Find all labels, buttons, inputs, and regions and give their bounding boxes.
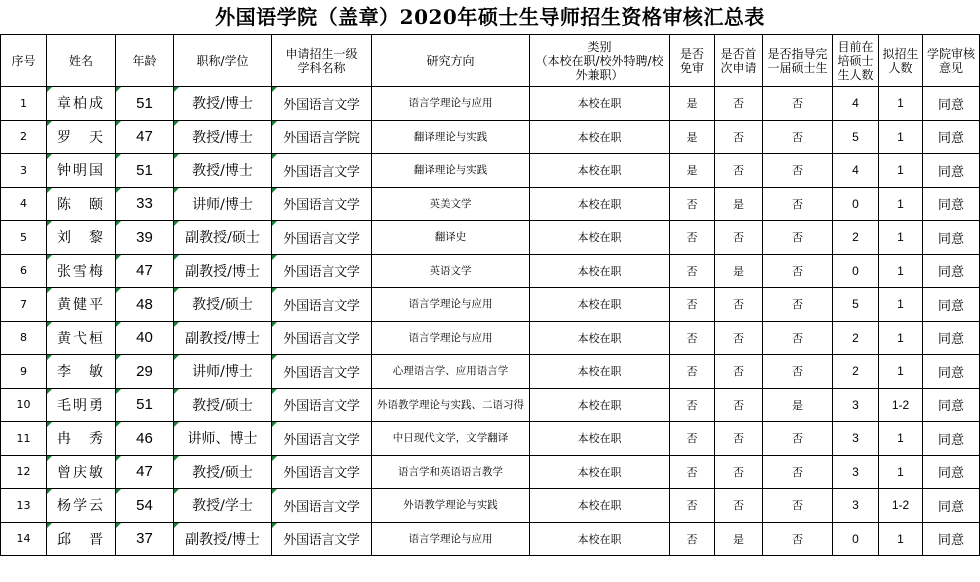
- cell-name: 陈 颐: [47, 187, 116, 221]
- cell-research-direction: 英语文学: [372, 254, 530, 288]
- cell-guided-cohort: 否: [763, 254, 833, 288]
- cell-opinion: 同意: [923, 455, 980, 489]
- cell-opinion: 同意: [923, 422, 980, 456]
- cell-research-direction: 语言学理论与应用: [372, 321, 530, 355]
- cell-current-students: 2: [833, 355, 879, 389]
- column-header: 年龄: [116, 35, 174, 87]
- table-row: [1, 187, 980, 221]
- cell-age: 37: [116, 522, 174, 556]
- column-header: 目前在 培硕士 生人数: [833, 35, 879, 87]
- cell-exempt: 否: [670, 321, 715, 355]
- table-row: [1, 154, 980, 188]
- cell-current-students: 3: [833, 422, 879, 456]
- cell-category: 本校在职: [530, 422, 670, 456]
- cell-subject: 外国语言文学: [272, 522, 372, 556]
- cell-exempt: 否: [670, 455, 715, 489]
- cell-research-direction: 语言学和英语语言教学: [372, 455, 530, 489]
- cell-guided-cohort: 否: [763, 522, 833, 556]
- cell-title-degree: 教授/博士: [174, 87, 272, 121]
- cell-subject: 外国语言文学: [272, 288, 372, 322]
- cell-exempt: 否: [670, 254, 715, 288]
- cell-planned-students: 1: [879, 154, 923, 188]
- cell-title-degree: 讲师/博士: [174, 355, 272, 389]
- cell-guided-cohort: 否: [763, 489, 833, 523]
- cell-subject: 外国语言文学: [272, 187, 372, 221]
- column-header: 职称/学位: [174, 35, 272, 87]
- cell-opinion: 同意: [923, 288, 980, 322]
- cell-guided-cohort: 否: [763, 321, 833, 355]
- table-row: [1, 321, 980, 355]
- cell-exempt: 否: [670, 388, 715, 422]
- cell-exempt: 否: [670, 187, 715, 221]
- cell-current-students: 3: [833, 388, 879, 422]
- cell-category: 本校在职: [530, 355, 670, 389]
- cell-guided-cohort: 否: [763, 187, 833, 221]
- cell-name: 黄健平: [47, 288, 116, 322]
- table-row: [1, 254, 980, 288]
- cell-first-application: 是: [715, 522, 763, 556]
- cell-name: 钟明国: [47, 154, 116, 188]
- cell-index: 13: [1, 489, 47, 523]
- cell-first-application: 否: [715, 489, 763, 523]
- cell-index: 7: [1, 288, 47, 322]
- cell-guided-cohort: 否: [763, 422, 833, 456]
- cell-guided-cohort: 否: [763, 455, 833, 489]
- table-body: [1, 87, 980, 556]
- cell-category: 本校在职: [530, 154, 670, 188]
- cell-title-degree: 教授/硕士: [174, 455, 272, 489]
- cell-age: 33: [116, 187, 174, 221]
- cell-index: 6: [1, 254, 47, 288]
- cell-category: 本校在职: [530, 254, 670, 288]
- cell-planned-students: 1: [879, 87, 923, 121]
- cell-title-degree: 讲师、博士: [174, 422, 272, 456]
- cell-subject: 外国语言文学: [272, 221, 372, 255]
- cell-age: 51: [116, 154, 174, 188]
- table-row: [1, 355, 980, 389]
- cell-index: 12: [1, 455, 47, 489]
- cell-category: 本校在职: [530, 221, 670, 255]
- column-header: 申请招生一级 学科名称: [272, 35, 372, 87]
- cell-first-application: 否: [715, 154, 763, 188]
- table-row: [1, 87, 980, 121]
- cell-index: 9: [1, 355, 47, 389]
- cell-age: 47: [116, 120, 174, 154]
- cell-subject: 外国语言文学: [272, 388, 372, 422]
- cell-planned-students: 1: [879, 455, 923, 489]
- cell-research-direction: 语言学理论与应用: [372, 522, 530, 556]
- cell-research-direction: 外语教学理论与实践: [372, 489, 530, 523]
- cell-current-students: 0: [833, 522, 879, 556]
- cell-age: 40: [116, 321, 174, 355]
- cell-subject: 外国语言文学: [272, 489, 372, 523]
- cell-opinion: 同意: [923, 489, 980, 523]
- cell-planned-students: 1-2: [879, 489, 923, 523]
- cell-opinion: 同意: [923, 522, 980, 556]
- cell-name: 曾庆敏: [47, 455, 116, 489]
- cell-title-degree: 教授/学士: [174, 489, 272, 523]
- cell-research-direction: 中日现代文学，文学翻译: [372, 422, 530, 456]
- cell-exempt: 是: [670, 154, 715, 188]
- cell-guided-cohort: 否: [763, 288, 833, 322]
- cell-age: 39: [116, 221, 174, 255]
- cell-research-direction: 心理语言学、应用语言学: [372, 355, 530, 389]
- cell-age: 48: [116, 288, 174, 322]
- cell-name: 毛明勇: [47, 388, 116, 422]
- cell-exempt: 否: [670, 355, 715, 389]
- cell-subject: 外国语言文学: [272, 422, 372, 456]
- cell-name: 冉 秀: [47, 422, 116, 456]
- cell-name: 黄弋桓: [47, 321, 116, 355]
- column-header: 学院审核 意见: [923, 35, 980, 87]
- table-row: [1, 455, 980, 489]
- summary-table: [0, 34, 980, 556]
- cell-age: 51: [116, 87, 174, 121]
- cell-research-direction: 外语教学理论与实践、二语习得: [372, 388, 530, 422]
- cell-planned-students: 1: [879, 422, 923, 456]
- cell-age: 47: [116, 254, 174, 288]
- cell-name: 刘 黎: [47, 221, 116, 255]
- cell-title-degree: 教授/硕士: [174, 388, 272, 422]
- column-header: 拟招生 人数: [879, 35, 923, 87]
- cell-opinion: 同意: [923, 120, 980, 154]
- cell-name: 章柏成: [47, 87, 116, 121]
- cell-title-degree: 副教授/硕士: [174, 221, 272, 255]
- cell-current-students: 2: [833, 321, 879, 355]
- cell-name: 杨学云: [47, 489, 116, 523]
- cell-first-application: 否: [715, 321, 763, 355]
- cell-guided-cohort: 否: [763, 154, 833, 188]
- cell-current-students: 4: [833, 154, 879, 188]
- cell-opinion: 同意: [923, 187, 980, 221]
- cell-first-application: 否: [715, 355, 763, 389]
- cell-subject: 外国语言文学: [272, 455, 372, 489]
- cell-exempt: 是: [670, 87, 715, 121]
- cell-planned-students: 1-2: [879, 388, 923, 422]
- cell-index: 3: [1, 154, 47, 188]
- cell-name: 邱 晋: [47, 522, 116, 556]
- column-header: 是否 免审: [670, 35, 715, 87]
- cell-current-students: 2: [833, 221, 879, 255]
- column-header: 研究方向: [372, 35, 530, 87]
- column-header: 姓名: [47, 35, 116, 87]
- cell-opinion: 同意: [923, 388, 980, 422]
- cell-exempt: 否: [670, 288, 715, 322]
- cell-title-degree: 教授/硕士: [174, 288, 272, 322]
- cell-planned-students: 1: [879, 221, 923, 255]
- cell-opinion: 同意: [923, 321, 980, 355]
- cell-research-direction: 翻译理论与实践: [372, 154, 530, 188]
- cell-current-students: 3: [833, 455, 879, 489]
- cell-name: 罗 天: [47, 120, 116, 154]
- cell-current-students: 5: [833, 120, 879, 154]
- cell-exempt: 否: [670, 422, 715, 456]
- table-row: [1, 489, 980, 523]
- cell-opinion: 同意: [923, 221, 980, 255]
- cell-research-direction: 语言学理论与应用: [372, 87, 530, 121]
- cell-subject: 外国语言文学: [272, 254, 372, 288]
- cell-index: 8: [1, 321, 47, 355]
- cell-first-application: 否: [715, 388, 763, 422]
- cell-age: 46: [116, 422, 174, 456]
- cell-current-students: 0: [833, 254, 879, 288]
- cell-guided-cohort: 否: [763, 87, 833, 121]
- cell-title-degree: 副教授/博士: [174, 321, 272, 355]
- cell-opinion: 同意: [923, 154, 980, 188]
- cell-exempt: 否: [670, 489, 715, 523]
- cell-first-application: 否: [715, 221, 763, 255]
- cell-exempt: 是: [670, 120, 715, 154]
- cell-current-students: 4: [833, 87, 879, 121]
- cell-index: 1: [1, 87, 47, 121]
- table-row: [1, 522, 980, 556]
- column-header: 类别 （本校在职/校外特聘/校 外兼职）: [530, 35, 670, 87]
- cell-current-students: 5: [833, 288, 879, 322]
- cell-category: 本校在职: [530, 87, 670, 121]
- cell-first-application: 否: [715, 87, 763, 121]
- cell-age: 47: [116, 455, 174, 489]
- cell-first-application: 是: [715, 254, 763, 288]
- cell-index: 14: [1, 522, 47, 556]
- cell-opinion: 同意: [923, 87, 980, 121]
- cell-category: 本校在职: [530, 388, 670, 422]
- cell-subject: 外国语言文学: [272, 154, 372, 188]
- cell-age: 29: [116, 355, 174, 389]
- table-row: [1, 422, 980, 456]
- cell-planned-students: 1: [879, 288, 923, 322]
- cell-index: 2: [1, 120, 47, 154]
- cell-index: 11: [1, 422, 47, 456]
- cell-age: 54: [116, 489, 174, 523]
- cell-subject: 外国语言学院: [272, 120, 372, 154]
- cell-subject: 外国语言文学: [272, 87, 372, 121]
- page-title: 外国语学院（盖章）2020年硕士生导师招生资格审核汇总表: [215, 5, 765, 29]
- column-header: 序号: [1, 35, 47, 87]
- cell-index: 4: [1, 187, 47, 221]
- table-row: [1, 221, 980, 255]
- table-row: [1, 288, 980, 322]
- cell-guided-cohort: 否: [763, 120, 833, 154]
- cell-research-direction: 翻译理论与实践: [372, 120, 530, 154]
- cell-guided-cohort: 否: [763, 355, 833, 389]
- cell-name: 张雪梅: [47, 254, 116, 288]
- cell-opinion: 同意: [923, 355, 980, 389]
- cell-current-students: 3: [833, 489, 879, 523]
- cell-planned-students: 1: [879, 187, 923, 221]
- cell-index: 10: [1, 388, 47, 422]
- cell-title-degree: 副教授/博士: [174, 254, 272, 288]
- cell-research-direction: 语言学理论与应用: [372, 288, 530, 322]
- cell-name: 李 敏: [47, 355, 116, 389]
- cell-first-application: 否: [715, 455, 763, 489]
- cell-planned-students: 1: [879, 321, 923, 355]
- cell-title-degree: 副教授/博士: [174, 522, 272, 556]
- cell-guided-cohort: 是: [763, 388, 833, 422]
- cell-research-direction: 翻译史: [372, 221, 530, 255]
- table-row: [1, 120, 980, 154]
- cell-age: 51: [116, 388, 174, 422]
- cell-exempt: 否: [670, 221, 715, 255]
- cell-research-direction: 英美文学: [372, 187, 530, 221]
- cell-first-application: 否: [715, 288, 763, 322]
- cell-planned-students: 1: [879, 120, 923, 154]
- cell-title-degree: 讲师/博士: [174, 187, 272, 221]
- table-header-row: [1, 35, 980, 87]
- cell-category: 本校在职: [530, 288, 670, 322]
- cell-category: 本校在职: [530, 522, 670, 556]
- column-header: 是否指导完 一届硕士生: [763, 35, 833, 87]
- cell-index: 5: [1, 221, 47, 255]
- cell-planned-students: 1: [879, 355, 923, 389]
- cell-planned-students: 1: [879, 522, 923, 556]
- cell-first-application: 否: [715, 422, 763, 456]
- cell-category: 本校在职: [530, 187, 670, 221]
- cell-first-application: 是: [715, 187, 763, 221]
- cell-category: 本校在职: [530, 321, 670, 355]
- cell-subject: 外国语言文学: [272, 355, 372, 389]
- cell-planned-students: 1: [879, 254, 923, 288]
- cell-opinion: 同意: [923, 254, 980, 288]
- cell-current-students: 0: [833, 187, 879, 221]
- cell-title-degree: 教授/博士: [174, 154, 272, 188]
- cell-category: 本校在职: [530, 489, 670, 523]
- cell-category: 本校在职: [530, 455, 670, 489]
- table-row: [1, 388, 980, 422]
- cell-category: 本校在职: [530, 120, 670, 154]
- cell-guided-cohort: 否: [763, 221, 833, 255]
- column-header: 是否首 次申请: [715, 35, 763, 87]
- cell-subject: 外国语言文学: [272, 321, 372, 355]
- cell-exempt: 否: [670, 522, 715, 556]
- cell-title-degree: 教授/博士: [174, 120, 272, 154]
- cell-first-application: 否: [715, 120, 763, 154]
